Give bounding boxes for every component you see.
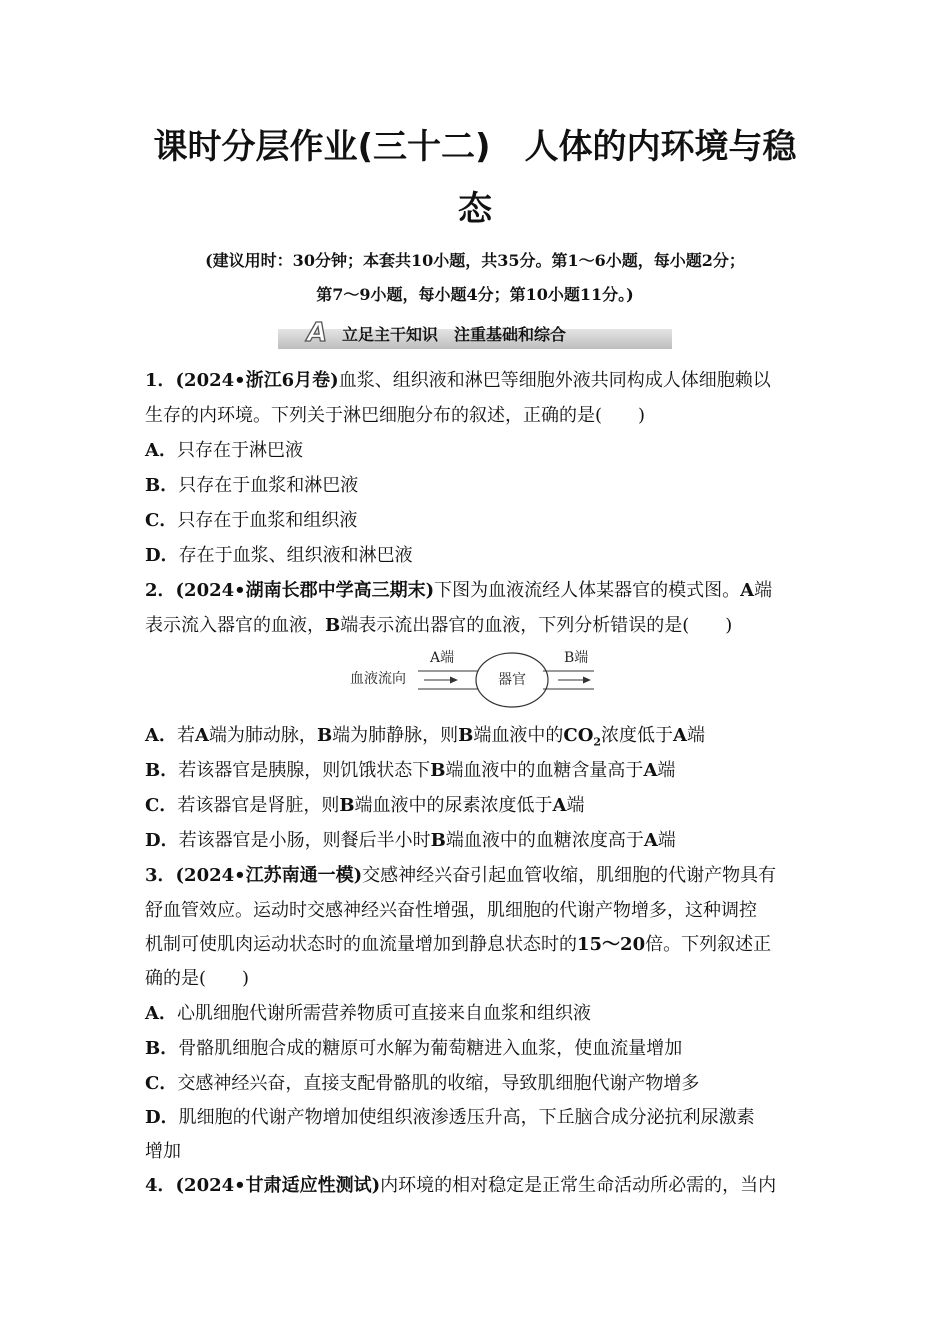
option-text: 端血液中的血糖含量高于: [445, 760, 644, 781]
option-text: 只存在于血浆和组织液: [177, 510, 358, 531]
question-3: [145, 865, 776, 887]
option-text: 只存在于淋巴液: [176, 440, 303, 461]
question-text: 倍。下列叙述正: [645, 934, 772, 955]
co2-subscript: 2: [593, 735, 602, 749]
option-text: 心肌细胞代谢所需营养物质可直接来自血浆和组织液: [176, 1003, 591, 1024]
option-text: 存在于血浆、组织液和淋巴液: [178, 545, 413, 566]
option-b: [145, 1038, 682, 1060]
option-text: 端为肺静脉，则: [332, 725, 459, 746]
b-end-label: B端: [564, 650, 589, 666]
option-c: [145, 795, 585, 817]
option-text: 交感神经兴奋，直接支配骨骼肌的收缩，导致肌细胞代谢产物增多: [177, 1073, 700, 1094]
flow-label: 血液流向: [350, 671, 406, 687]
section-label: 立足主干知识 注重基础和综合: [342, 325, 567, 344]
option-text: 只存在于血浆和淋巴液: [178, 475, 359, 496]
term-b: B: [316, 725, 333, 746]
question-text-line: 确的是( ): [145, 968, 250, 989]
option-letter: A．: [145, 725, 177, 746]
question-text-line: 生存的内环境。下列关于淋巴细胞分布的叙述，正确的是( ): [145, 405, 646, 426]
question-2: [145, 580, 772, 602]
option-text: 若该器官是小肠，则餐后半小时: [178, 830, 431, 851]
option-d: [145, 1107, 755, 1129]
question-source: (2024•甘肃适应性测试): [175, 1175, 381, 1196]
option-d: [145, 830, 676, 852]
term-b: B: [339, 795, 355, 816]
question-text: 下图为血液流经人体某器官的模式图。: [434, 580, 741, 601]
option-letter: B．: [145, 1038, 179, 1059]
question-text: 血浆、组织液和淋巴等细胞外液共同构成人体细胞赖以: [338, 370, 771, 391]
option-b: [145, 475, 358, 497]
question-text: 端: [754, 580, 773, 601]
question-1: [145, 370, 771, 392]
option-letter: A．: [145, 1003, 177, 1024]
question-text-line: [145, 934, 771, 956]
question-text-line: [145, 615, 732, 637]
question-number: 2．: [145, 580, 176, 601]
option-text: 端血液中的血糖浓度高于: [445, 830, 644, 851]
option-text: 肌细胞的代谢产物增加使组织液渗透压升高，下丘脑合成分泌抗利尿激素: [178, 1107, 755, 1128]
term-a: A: [740, 580, 755, 601]
option-letter: B．: [145, 475, 179, 496]
option-text: 端血液中的: [473, 725, 564, 746]
option-letter: D．: [145, 830, 179, 851]
term-a: A: [673, 725, 688, 746]
term-a: A: [194, 725, 209, 746]
option-text: 浓度低于: [601, 725, 674, 746]
option-text: 若该器官是胰腺，则饥饿状态下: [178, 760, 431, 781]
option-text: 端: [657, 830, 676, 851]
question-source: (2024•江苏南通一模): [175, 865, 363, 886]
question-text: 机制可使肌肉运动状态时的血流量增加到静息状态时的: [145, 934, 577, 955]
b-arrowhead-icon: [583, 677, 591, 684]
option-text: 端为肺动脉，: [208, 725, 317, 746]
question-number: 3．: [145, 865, 176, 886]
section-banner: [278, 318, 672, 350]
option-text: 若该器官是肾脏，则: [177, 795, 340, 816]
a-end-label: A端: [430, 650, 455, 666]
option-b: [145, 760, 675, 782]
term-b: B: [430, 760, 446, 781]
option-letter: C．: [145, 1073, 178, 1094]
page-title: 课时分层作业(三十二) 人体的内环境与稳: [153, 127, 797, 167]
option-text: 端: [566, 795, 585, 816]
option-letter: A．: [145, 440, 177, 461]
question-number: 1．: [145, 370, 176, 391]
co2-formula: CO: [563, 725, 594, 746]
option-text: 骨骼肌细胞合成的糖原可水解为葡萄糖进入血浆，使血流量增加: [178, 1038, 683, 1059]
question-text: 表示流入器官的血液，: [145, 615, 325, 636]
question-4: [145, 1175, 776, 1197]
term-b: B: [458, 725, 474, 746]
term-a: A: [643, 760, 658, 781]
option-d-continued: 增加: [145, 1141, 181, 1162]
term-a: A: [643, 830, 658, 851]
option-letter: C．: [145, 510, 178, 531]
option-text: 端血液中的尿素浓度低于: [354, 795, 553, 816]
question-number: 4．: [145, 1175, 176, 1196]
section-badge-icon: A: [306, 318, 328, 348]
ratio-value: 15～20: [577, 934, 646, 955]
question-text: 端表示流出器官的血液，下列分析错误的是( ): [340, 615, 733, 636]
option-text: 端: [687, 725, 706, 746]
a-arrowhead-icon: [450, 677, 458, 684]
question-source: (2024•浙江6月卷): [175, 370, 339, 391]
option-d: [145, 545, 413, 567]
term-a: A: [552, 795, 567, 816]
organ-label: 器官: [498, 672, 526, 688]
option-c: [145, 510, 357, 532]
option-letter: D．: [145, 1107, 179, 1128]
option-letter: C．: [145, 795, 178, 816]
question-text: 内环境的相对稳定是正常生命活动所必需的，当内: [380, 1175, 777, 1196]
option-c: [145, 1073, 699, 1095]
time-note-continued: 第7～9小题，每小题4分；第10小题11分。): [316, 285, 634, 304]
time-note: (建议用时：30分钟；本套共10小题，共35分。第1～6小题，每小题2分；: [205, 251, 745, 270]
term-b: B: [430, 830, 446, 851]
question-text-line: 舒血管效应。运动时交感神经兴奋性增强，肌细胞的代谢产物增多，这种调控: [145, 900, 757, 921]
question-text: 交感神经兴奋引起血管收缩，肌细胞的代谢产物具有: [362, 865, 777, 886]
option-letter: B．: [145, 760, 179, 781]
option-text: 端: [657, 760, 676, 781]
blood-flow-diagram: [346, 647, 598, 709]
option-letter: D．: [145, 545, 179, 566]
page-title-continued: 态: [458, 189, 492, 229]
option-text: 若: [176, 725, 195, 746]
question-source: (2024•湖南长郡中学高三期末): [175, 580, 435, 601]
term-b: B: [325, 615, 341, 636]
option-a: [145, 1003, 591, 1025]
option-a: [145, 725, 705, 747]
option-a: [145, 440, 303, 462]
